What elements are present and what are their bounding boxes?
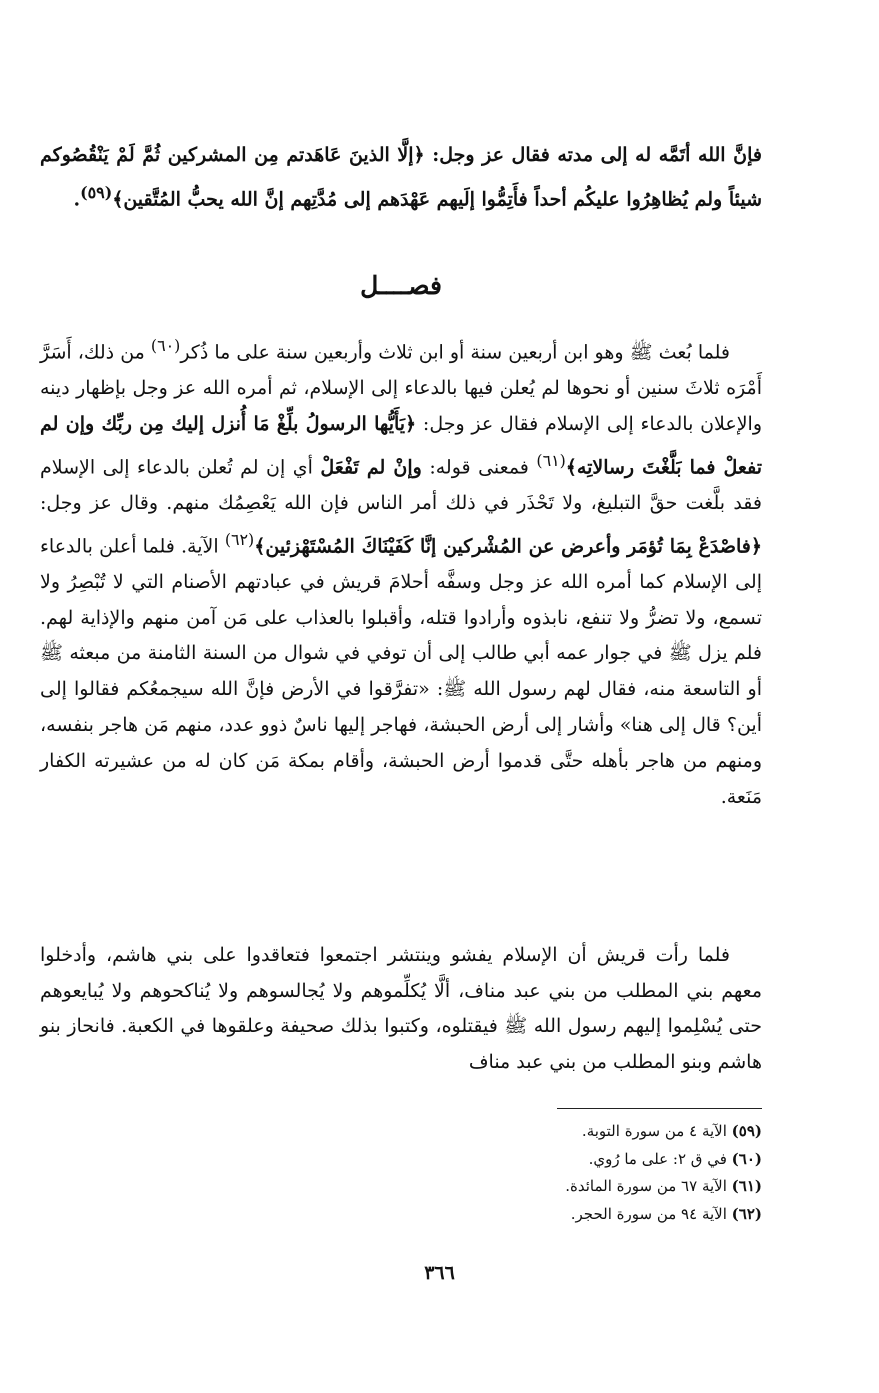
footnote-ref-59: (٥٩) [80, 183, 113, 202]
footnote-62 [40, 1201, 762, 1229]
page-number: ٣٦٦ [424, 1262, 455, 1284]
footnote-number: (٦٢) [731, 1204, 762, 1223]
footnote-60 [40, 1146, 762, 1174]
quran-verse-62: ﴿فاصْدَعْ بِمَا تُؤمَر وأعرض عن المُشْركين إنَّا كَفَيْنَاكَ المُسْتَهْزئين﴾ [254, 534, 762, 557]
footnote-text: الآية ٩٤ من سورة الحجر. [570, 1204, 732, 1223]
footnote-59 [40, 1118, 762, 1146]
footnote-ref-61: (٦١) [536, 450, 566, 470]
footnotes [40, 1118, 762, 1228]
footnote-text: في ق ٢: على ما رُوي. [588, 1149, 732, 1168]
footnote-61 [40, 1173, 762, 1201]
paragraph-1-text-4: أي إن لم تُعلن بالدعاء إلى الإسلام فقد بلَّغت حقَّ التبليغ، ولا تَحْذَر في ذلك أمر الناس فإن الله يَعْصِمُك منهم. وقال عز وجل: [40, 456, 762, 514]
second-paragraph [40, 938, 762, 1080]
paragraph-1 [40, 328, 762, 815]
quoted-phrase: وإنْ لم تَفْعَلْ [320, 456, 422, 479]
quran-verse-59: ﴿إلَّا الذينَ عَاهَدتم مِن المشركين ثُمَّ لَمْ يَنْقُصُوكم شيئاً ولم يُظاهِرُوا عليكُم أحداً فأَتِمُّوا إلَيهم عَهْدَهم إلى مُدَّتِهم إنَّ الله يحبُّ المُتَّقين﴾ [40, 144, 762, 211]
main-paragraph [40, 328, 762, 815]
intro-paragraph [40, 136, 762, 218]
footnote-text: الآية ٤ من سورة التوبة. [581, 1122, 732, 1140]
section-heading: فصــــل [360, 271, 442, 300]
footnote-ref-62: (٦٢) [224, 529, 255, 549]
footnote-text: الآية ٦٧ من سورة المائدة. [565, 1177, 732, 1195]
quran-verse-61: ﴿يَأَيُّها الرسولُ بلِّغْ مَا أُنزل إليك مِن ربِّك وإن لم تفعلْ فما بَلَّغْتَ رسالاتِه﴾ [40, 412, 762, 479]
footnote-number: (٦٠) [731, 1149, 762, 1168]
footnote-number: (٦١) [731, 1177, 762, 1195]
footnote-number: (٥٩) [731, 1122, 762, 1140]
paragraph-1-text-2: من ذلك، أَسَرَّ أَمْرَه ثلاثَ سنين أو نحوها لم يُعلن فيها بالدعاء إلى الإسلام، ثم أمره الله عز وجل بإظهار دينه والإعلان بالدعاء إلى الإسلام فقال عز وجل: [40, 341, 763, 435]
intro-lead-text: فإنَّ الله أتَمَّه له إلى مدته فقال عز وجل: [424, 144, 763, 166]
footnote-divider [557, 1108, 762, 1109]
footnote-ref-60: (٦٠) [150, 336, 181, 355]
intro-end-text: . [73, 188, 81, 211]
paragraph-1-text-3: فمعنى قوله: [421, 456, 537, 479]
paragraph-2: فلما رأت قريش أن الإسلام يفشو وينتشر اجتمعوا فتعاقدوا على بني هاشم، وأدخلوا معهم بني المطلب من بني عبد مناف، ألَّا يُكلِّموهم ولا يُجالسوهم ولا يُناكحوهم ولا يُبايعوهم حتى يُسْلِموا إليهم رسول الله ﷺ فيقتلوه، وكتبوا بذلك صحيفة وعلقوها في الكعبة. فانحاز بنو هاشم وبنو المطلب من بني عبد مناف [40, 944, 762, 1073]
paragraph-1-text-5: الآية. فلما أعلن بالدعاء إلى الإسلام كما أمره الله عز وجل وسفَّه أحلامَ قريش في عبادتهم الأصنام التي لا تُبْصِرُ ولا تسمع، ولا تضرُّ ولا تنفع، نابذوه وأرادوا قتله، وأقبلوا بالعذاب على مَن آمن منهم والإذاية لهم. فلم يزل ﷺ في جوار عمه أبي طالب إلى أن توفي في شوال من السنة الثامنة من مبعثه ﷺ أو التاسعة منه، فقال لهم رسول الله ﷺ: «تفرَّقوا في الأرض فإنَّ الله سيجمعُكم فقالوا إلى أين؟ قال إلى هنا» وأشار إلى أرض الحبشة، فهاجر إليها ناسٌ ذوو عدد، منهم مَن هاجر بنفسه، ومنهم من هاجر بأهله حتَّى قدموا أرض الحبشة، وأقام بمكة مَن كان له من عشيرته الكفار مَنَعة. [40, 534, 762, 808]
paragraph-1-text-1: فلما بُعث ﷺ وهو ابن أربعين سنة أو ابن ثلاث وأربعين سنة على ما ذُكر [180, 341, 730, 364]
